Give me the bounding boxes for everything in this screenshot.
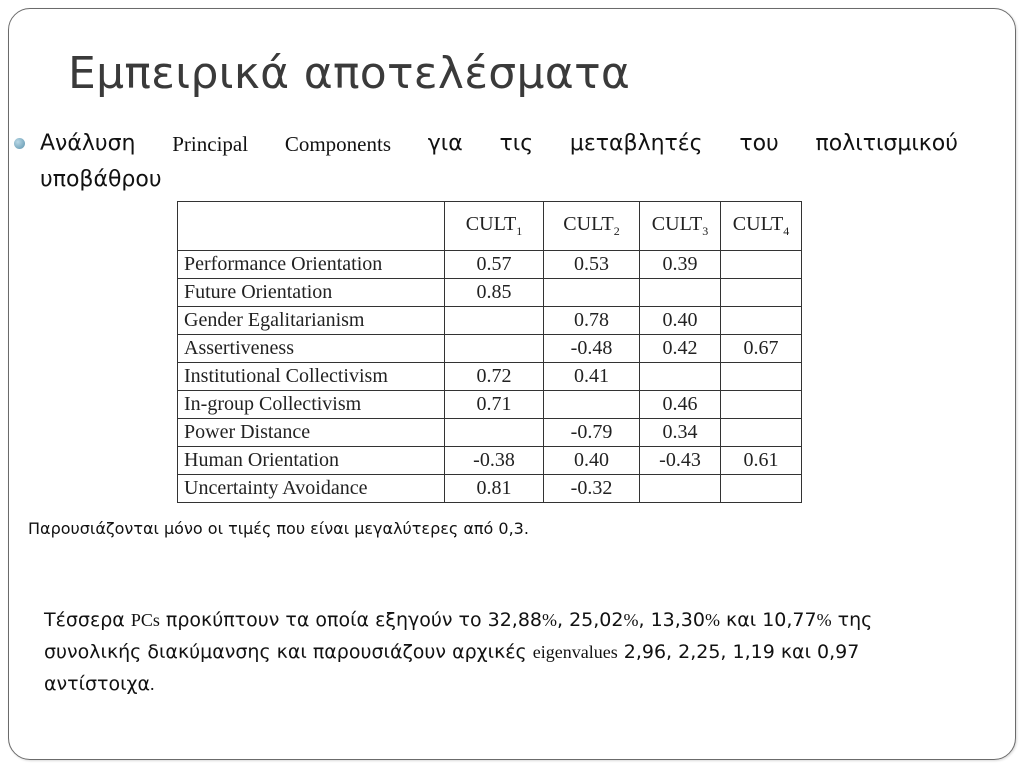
- table-cell: [721, 363, 802, 391]
- row-label: Power Distance: [178, 419, 445, 447]
- table-cell: [721, 251, 802, 279]
- column-header: $CULT_2$: [544, 202, 640, 251]
- percent-sign: %: [704, 610, 720, 630]
- bullet-word: του: [739, 131, 779, 156]
- table-cell: -0.32: [544, 475, 640, 503]
- bullet-dot-icon: [14, 138, 25, 149]
- summary-text: 2,96, 2,25, 1,19 και 0,97 αντίστοιχα: [44, 641, 860, 695]
- table-cell: 0.61: [721, 447, 802, 475]
- bullet-word: μεταβλητές: [569, 131, 703, 156]
- table-cell: [721, 391, 802, 419]
- table-cell: 0.53: [544, 251, 640, 279]
- pca-loadings-table: [177, 201, 802, 503]
- summary-text: , 25,02: [557, 609, 624, 631]
- table-row: [178, 307, 802, 335]
- table-cell: 0.40: [544, 447, 640, 475]
- table-row: [178, 447, 802, 475]
- summary-text: προκύπτουν τα οποία εξηγούν το 32,88: [159, 609, 542, 631]
- table-cell: -0.79: [544, 419, 640, 447]
- summary-latin-text: PCs: [130, 610, 160, 630]
- table-row: [178, 251, 802, 279]
- table-cell: [640, 279, 721, 307]
- table-cell: 0.34: [640, 419, 721, 447]
- row-label: Performance Orientation: [178, 251, 445, 279]
- bullet-word: Ανάλυση: [40, 131, 136, 156]
- slide-title: Εμπειρικά αποτελέσματα: [68, 48, 631, 99]
- bullet-item: [14, 126, 958, 198]
- table-cell: [640, 363, 721, 391]
- row-label: Human Orientation: [178, 447, 445, 475]
- table-cell: [721, 279, 802, 307]
- row-label: Gender Egalitarianism: [178, 307, 445, 335]
- bullet-text: [40, 126, 958, 198]
- table-row: [178, 335, 802, 363]
- column-header: $CULT_3$: [640, 202, 721, 251]
- row-label: In-group Collectivism: [178, 391, 445, 419]
- percent-sign: %: [816, 610, 832, 630]
- summary-text: της συνολικής διακύμανσης και παρουσιάζουν αρχικές: [44, 609, 873, 663]
- table-row: [178, 419, 802, 447]
- table-cell: 0.46: [640, 391, 721, 419]
- table-row: [178, 475, 802, 503]
- table-cell: 0.57: [445, 251, 544, 279]
- table-cell: 0.41: [544, 363, 640, 391]
- table-row: [178, 391, 802, 419]
- table-cell: 0.72: [445, 363, 544, 391]
- table-cell: -0.43: [640, 447, 721, 475]
- bullet-word: τις: [499, 131, 534, 156]
- percent-sign: %: [623, 610, 639, 630]
- table-cell: [544, 391, 640, 419]
- row-label: Institutional Collectivism: [178, 363, 445, 391]
- table-cell: [544, 279, 640, 307]
- table-cell: 0.85: [445, 279, 544, 307]
- table-corner-cell: [178, 202, 445, 251]
- summary-text: και 10,77: [719, 609, 817, 631]
- table-note: Παρουσιάζονται μόνο οι τιμές που είναι μεγαλύτερες από 0,3.: [28, 519, 529, 538]
- column-header: $CULT_1$: [445, 202, 544, 251]
- summary-text: , 13,30: [638, 609, 705, 631]
- table-cell: 0.67: [721, 335, 802, 363]
- column-header: $CULT_4$: [721, 202, 802, 251]
- table-cell: [721, 307, 802, 335]
- table-cell: 0.40: [640, 307, 721, 335]
- table-cell: [640, 475, 721, 503]
- bullet-line-2: υποβάθρου: [40, 167, 162, 192]
- table-row: [178, 363, 802, 391]
- summary-paragraph: [44, 604, 964, 700]
- row-label: Assertiveness: [178, 335, 445, 363]
- table-cell: 0.39: [640, 251, 721, 279]
- row-label: Future Orientation: [178, 279, 445, 307]
- table-cell: -0.38: [445, 447, 544, 475]
- table-header-row: [178, 202, 802, 251]
- summary-period: .: [150, 674, 155, 694]
- table-row: [178, 279, 802, 307]
- table-cell: [721, 475, 802, 503]
- summary-text: Τέσσερα: [44, 609, 131, 631]
- row-label: Uncertainty Avoidance: [178, 475, 445, 503]
- bullet-word: πολιτισμικού: [815, 131, 958, 156]
- percent-sign: %: [542, 610, 557, 630]
- bullet-word: Principal: [172, 132, 249, 156]
- bullet-word: Components: [284, 132, 392, 156]
- table-cell: 0.42: [640, 335, 721, 363]
- table-cell: -0.48: [544, 335, 640, 363]
- table-cell: [445, 335, 544, 363]
- table-cell: [721, 419, 802, 447]
- table-cell: [445, 307, 544, 335]
- table-cell: 0.78: [544, 307, 640, 335]
- bullet-line-1: [40, 126, 958, 162]
- table-cell: [445, 419, 544, 447]
- summary-latin-text: eigenvalues: [532, 642, 618, 662]
- bullet-word: για: [427, 131, 463, 156]
- table-cell: 0.71: [445, 391, 544, 419]
- table-cell: 0.81: [445, 475, 544, 503]
